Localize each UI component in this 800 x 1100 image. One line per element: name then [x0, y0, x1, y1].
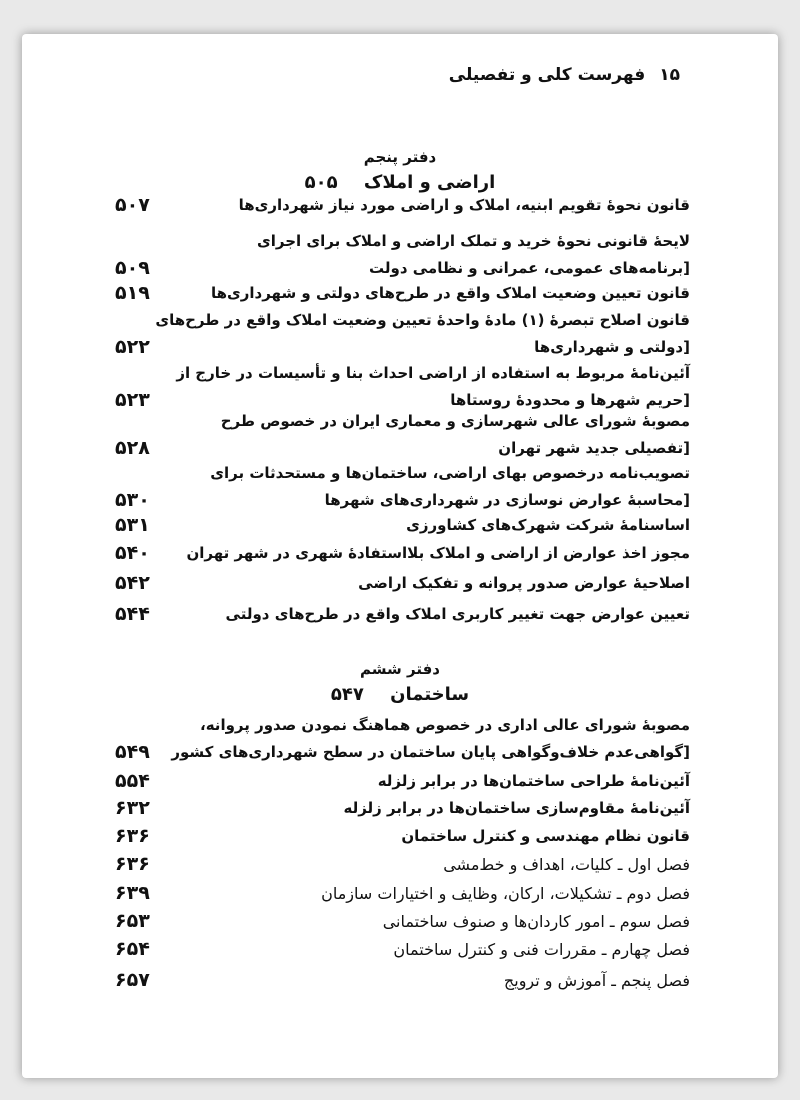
- toc-entry-page-number: ۵۳۰: [115, 489, 150, 511]
- toc-entry-page-number: ۶۳۶: [115, 825, 150, 847]
- toc-entry: [115, 795, 690, 822]
- toc-entry-title: [205, 967, 690, 994]
- toc-entry: [115, 712, 690, 766]
- section-title-text: اراضی و املاک: [363, 172, 496, 193]
- toc-entry-title: [205, 512, 690, 539]
- toc-entry-line: [محاسبهٔ عوارض نوسازی در شهرداری‌های شهرها: [324, 491, 690, 509]
- section-title: [0, 684, 800, 705]
- toc-entry-page-number: ۵۳۱: [115, 514, 150, 536]
- toc-entry-line: قانون تعیین وضعیت املاک واقع در طرح‌های دولتی و شهرداری‌ها: [210, 284, 690, 302]
- toc-entry-line: لایحهٔ قانونی نحوهٔ خرید و تملک اراضی و املاک برای اجرای: [257, 232, 690, 250]
- toc-entry: [115, 360, 690, 414]
- toc-entry-title: [205, 795, 690, 822]
- toc-entry-title: [205, 768, 690, 795]
- section-label: دفتر پنجم: [363, 148, 437, 166]
- toc-entry: [115, 570, 690, 597]
- toc-entry-title: [205, 192, 690, 219]
- toc-entry-line: فصل اول ـ کلیات، اهداف و خط‌مشی: [443, 855, 690, 874]
- toc-entry-title: [171, 712, 690, 766]
- toc-entry-page-number: ۶۵۷: [115, 969, 150, 991]
- toc-entry-title: [205, 851, 690, 878]
- toc-entry-title: [205, 936, 690, 963]
- toc-entry-page-number: ۵۴۲: [115, 572, 150, 594]
- toc-entry-page-number: ۵۱۹: [115, 282, 150, 304]
- toc-entry-page-number: ۵۴۰: [115, 542, 150, 564]
- toc-entry-line: قانون نحوهٔ تقویم ابنیه، املاک و اراضی مورد نیاز شهرداری‌ها: [238, 196, 690, 214]
- toc-entry-line: فصل پنجم ـ آموزش و ترویج: [503, 971, 690, 990]
- toc-entry-page-number: ۶۵۴: [115, 938, 150, 960]
- toc-entry: [115, 512, 690, 539]
- toc-entry-title: [205, 408, 690, 462]
- section-title: [0, 172, 800, 193]
- toc-entry-page-number: ۶۳۹: [115, 882, 150, 904]
- toc-entry-title: [155, 307, 690, 361]
- section-title-text: ساختمان: [390, 684, 470, 705]
- toc-entry-title: [176, 360, 690, 414]
- section-title-page: ۵۴۷: [330, 684, 364, 705]
- toc-entry-line: فصل سوم ـ امور کاردان‌ها و صنوف ساختمانی: [382, 912, 690, 931]
- toc-entry: [115, 228, 690, 282]
- toc-entry-line: اصلاحیهٔ عوارض صدور پروانه و تفکیک اراضی: [358, 574, 690, 592]
- toc-entry-line: مصوبهٔ شورای عالی اداری در خصوص هماهنگ نمودن صدور پروانه،: [200, 716, 690, 734]
- toc-entry-title: [205, 880, 690, 907]
- toc-entry: [115, 880, 690, 907]
- toc-entry-line: فصل چهارم ـ مقررات فنی و کنترل ساختمان: [393, 940, 690, 959]
- toc-entry: [115, 908, 690, 935]
- toc-entry-title: [205, 460, 690, 514]
- toc-entry-page-number: ۶۳۲: [115, 797, 150, 819]
- toc-entry: [115, 280, 690, 307]
- toc-entry-title: [205, 823, 690, 850]
- toc-entry: [115, 823, 690, 850]
- toc-entry-line: [حریم شهرها و محدودهٔ روستاها: [450, 391, 690, 409]
- toc-entry-line: اساسنامهٔ شرکت شهرک‌های کشاورزی: [406, 516, 690, 534]
- header-title: فهرست کلی و تفصیلی: [448, 65, 646, 85]
- toc-entry-page-number: ۵۲۸: [115, 437, 150, 459]
- toc-entry-line: [تفصیلی جدید شهر تهران: [498, 439, 690, 457]
- section-title-page: ۵۰۵: [304, 172, 338, 193]
- toc-entry: [115, 408, 690, 462]
- toc-entry-line: تعیین عوارض جهت تغییر کاربری املاک واقع در طرح‌های دولتی: [225, 605, 690, 623]
- toc-entry-line: مجوز اخذ عوارض از اراضی و املاک بلااستفادهٔ شهری در شهر تهران: [186, 544, 690, 562]
- toc-entry-title: [205, 570, 690, 597]
- toc-entry-page-number: ۵۴۹: [115, 741, 150, 763]
- toc-entry-line: آئین‌نامهٔ طراحی ساختمان‌ها در برابر زلزله: [377, 772, 690, 790]
- toc-entry: [115, 851, 690, 878]
- toc-entry-line: مصوبهٔ شورای عالی شهرسازی و معماری ایران در خصوص طرح: [220, 412, 690, 430]
- toc-entry: [115, 307, 690, 361]
- toc-entry: [115, 601, 690, 628]
- toc-entry-page-number: ۵۰۷: [115, 194, 150, 216]
- toc-entry-line: [دولتی و شهرداری‌ها: [534, 338, 690, 356]
- toc-entry-title: [186, 540, 690, 567]
- toc-entry-page-number: ۶۵۳: [115, 910, 150, 932]
- section-label: دفتر ششم: [360, 660, 440, 678]
- toc-entry: [115, 460, 690, 514]
- toc-entry-page-number: ۵۴۴: [115, 603, 150, 625]
- toc-entry-title: [205, 228, 690, 282]
- toc-entry: [115, 540, 690, 567]
- toc-entry-line: قانون نظام مهندسی و کنترل ساختمان: [401, 827, 690, 845]
- header-page-number: ۱۵: [659, 65, 680, 85]
- toc-entry-line: آئین‌نامهٔ مقاوم‌سازی ساختمان‌ها در برابر زلزله: [343, 799, 690, 817]
- toc-entry: [115, 768, 690, 795]
- toc-entry-title: [205, 908, 690, 935]
- toc-entry-page-number: ۵۲۲: [115, 336, 150, 358]
- toc-entry-line: قانون اصلاح تبصرهٔ (۱) مادهٔ واحدهٔ تعیین وضعیت املاک واقع در طرح‌های: [155, 311, 690, 329]
- toc-entry-line: تصویب‌نامه درخصوص بهای اراضی، ساختمان‌ها و مستحدثات برای: [210, 464, 690, 482]
- toc-entry-line: [برنامه‌های عمومی، عمرانی و نظامی دولت: [368, 259, 690, 277]
- toc-entry-line: آئین‌نامهٔ مربوط به استفاده از اراضی احداث بنا و تأسیسات در خارج از: [176, 364, 690, 382]
- toc-entry-line: فصل دوم ـ تشکیلات، ارکان، وظایف و اختیارات سازمان: [321, 884, 690, 903]
- toc-entry-line: [گواهی‌عدم خلاف‌وگواهی پایان ساختمان در سطح شهرداری‌های کشور: [171, 743, 690, 761]
- toc-entry-title: [205, 280, 690, 307]
- running-header: [180, 60, 680, 90]
- toc-entry-page-number: ۵۵۴: [115, 770, 150, 792]
- toc-entry: [115, 192, 690, 219]
- toc-entry: [115, 967, 690, 994]
- toc-entry-page-number: ۵۰۹: [115, 257, 150, 279]
- toc-entry-title: [205, 601, 690, 628]
- toc-entry-page-number: ۶۳۶: [115, 853, 150, 875]
- toc-entry-page-number: ۵۲۳: [115, 389, 150, 411]
- toc-entry: [115, 936, 690, 963]
